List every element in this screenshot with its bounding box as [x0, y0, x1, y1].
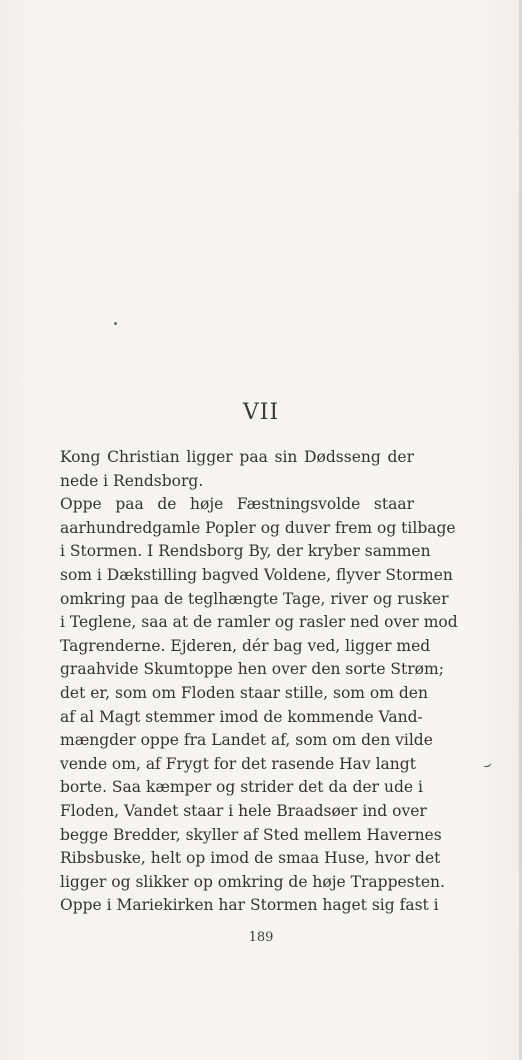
text-line: som i Dækstilling bagved Voldene, flyver Stormen — [60, 565, 453, 584]
text-line: begge Bredder, skyller af Sted mellem Havernes — [60, 825, 442, 844]
text-line: omkring paa de teglhængte Tage, river og rusker — [60, 589, 449, 608]
text-line: Oppe i Mariekirken har Stormen haget sig fast i — [60, 896, 439, 915]
text-line: aarhundredgamle Popler og duver frem og tilbage — [60, 518, 456, 537]
text-line: Ribsbuske, helt op imod de smaa Huse, hvor det — [60, 849, 441, 868]
text-line: i Teglene, saa at de ramler og rasler ned over mod — [60, 613, 458, 632]
text-line: det er, som om Floden staar stille, som om den — [60, 683, 428, 702]
text-line: ligger og slikker op omkring de høje Trappesten. — [60, 872, 445, 891]
text-line: i Stormen. I Rendsborg By, der kryber sammen — [60, 542, 431, 561]
text-line: graahvide Skumtoppe hen over den sorte Strøm; — [60, 660, 444, 679]
text-line: borte. Saa kæmper og strider det da der ude i — [60, 778, 423, 797]
text-line: vende om, af Frygt for det rasende Hav langt — [60, 754, 416, 773]
text-line: Oppe paa de høje Fæstningsvolde staar — [60, 495, 414, 514]
text-line: Floden, Vandet staar i hele Braadsøer ind over — [60, 801, 427, 820]
chapter-heading: VII — [242, 400, 280, 425]
text-line: nede i Rendsborg. — [60, 471, 204, 490]
text-line: af al Magt stemmer imod de kommende Vand- — [60, 707, 423, 726]
page-number: 189 — [248, 930, 274, 945]
body-text — [60, 446, 458, 918]
paper-speck — [114, 322, 117, 325]
text-line: mængder oppe fra Landet af, som om den vilde — [60, 731, 433, 750]
margin-pencil-mark: ⌣ — [480, 755, 495, 775]
text-line: Tagrenderne. Ejderen, dér bag ved, ligger med — [60, 636, 431, 655]
text-line: Kong Christian ligger paa sin Dødsseng der — [60, 448, 414, 466]
